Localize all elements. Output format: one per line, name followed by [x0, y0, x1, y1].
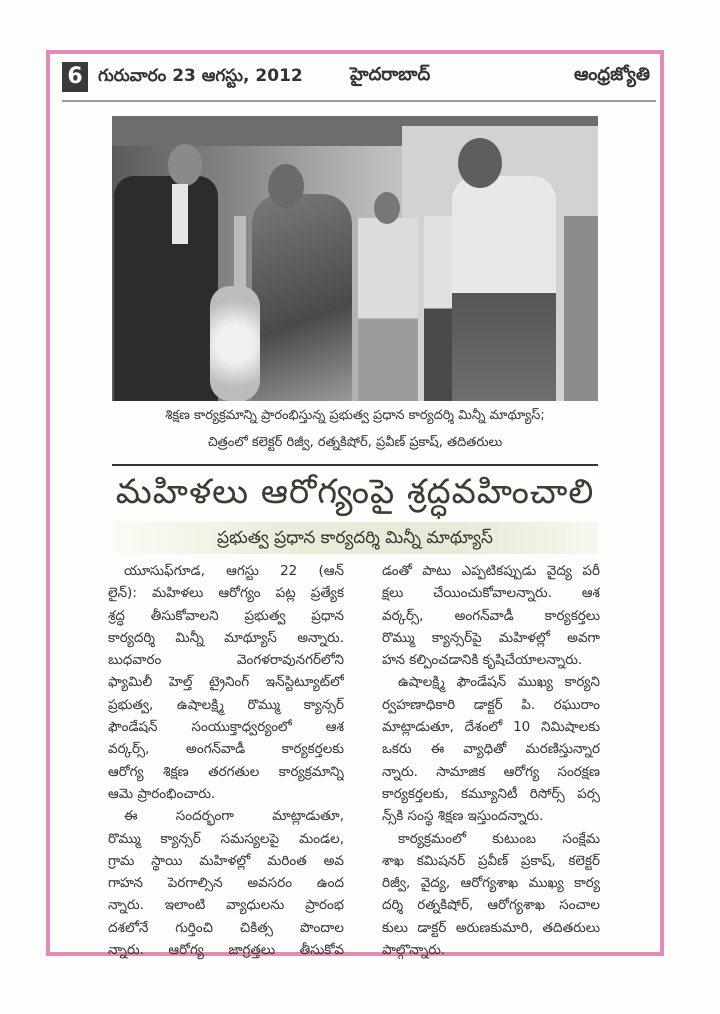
article-subheadline: ప్రభుత్వ ప్రధాన కార్యదర్శి మిన్నీ మాథ్యూస్ [112, 522, 598, 554]
text-line: కులు డాక్టర్ అరుణకుమారి, తదితరులు [382, 919, 600, 936]
text-line: బుధవారం వెంగళరావునగర్‌లోని [108, 652, 344, 669]
text-line: కార్యకర్తలకు, కమ్యూనిటీ రిసోర్స్ పర్స [382, 785, 600, 802]
newspaper-header [60, 60, 658, 96]
caption-line: చిత్రంలో కలెక్టర్ రిజ్వీ, రత్నకిషోర్, ప్రవీణ్ ప్రకాష్, తదితరులు [207, 435, 503, 450]
text-line: రిజ్వీ, వైద్య, ఆరోగ్యశాఖ ముఖ్య కార్య [382, 875, 600, 892]
text-line: క్షలు చేయించుకోవాలన్నారు. ఆశ [382, 585, 600, 602]
text-line: శ్రద్ధ తీసుకోవాలని ప్రభుత్వ ప్రధాన [108, 607, 344, 624]
page-number: 6 [62, 62, 88, 92]
text-line: వర్కర్స్, అంగన్‌వాడీ కార్యకర్తలు [382, 607, 600, 624]
issue-date: గురువారం 23 ఆగస్టు, 2012 [98, 66, 303, 86]
text-line: హన కల్పించడానికి కృషిచేయాలన్నారు. [382, 652, 583, 669]
headline-divider [112, 464, 598, 466]
caption-line: శిక్షణ కార్యక్రమాన్ని ప్రారంభిస్తున్న ప్రభుత్వ ప్రధాన కార్యదర్శి మిన్నీ మాథ్యూస్; [165, 408, 545, 423]
text-line: కార్యదర్శి మిన్నీ మాథ్యూస్ అన్నారు. [108, 629, 344, 646]
header-divider [62, 100, 656, 102]
article-headline: మహిళలు ఆరోగ్యంపై శ్రద్ధవహించాలి [115, 472, 595, 512]
text-line: రొమ్ము క్యాన్సర్ సమస్యలపై మండల, [108, 830, 344, 847]
text-line: యూసుఫ్‌గూడ, ఆగస్టు 22 (ఆన్ [124, 563, 344, 579]
edition-city: హైదరాబాద్ [350, 64, 431, 85]
text-line: ఆరోగ్య శిక్షణ తరగతుల కార్యక్రమాన్ని [108, 763, 344, 780]
text-line: గ్రామ స్థాయి మహిళల్లో మరింత అవ [108, 852, 344, 869]
text-line: న్నారు. ఆరోగ్య జాగ్రత్తలు తీసుకోవ [108, 942, 344, 959]
text-line: మాట్లాడుతూ, దేశంలో 10 నిమిషాలకు [382, 719, 600, 736]
text-line: న్స్‌కి సంస్థ శిక్షణ ఇస్తుందన్నారు. [382, 808, 544, 825]
person-suit [114, 176, 218, 401]
news-photo [112, 116, 598, 401]
newspaper-logo: ఆంధ్రజ్యోతి [573, 64, 650, 85]
text-line: రొమ్ము క్యాన్సర్‌పై మహిళల్లో అవగా [382, 629, 600, 646]
text-line: డంతో పాటు ఎప్పటికప్పుడు వైద్య పరీ [382, 563, 600, 579]
text-line: వర్కర్స్, అంగన్‌వాడీ కార్యకర్తలకు [108, 741, 344, 758]
article-column-left [108, 560, 344, 961]
person-standing [358, 218, 418, 401]
article-column-right [382, 560, 600, 961]
person-saree [252, 194, 352, 401]
text-line: శాఖ కమిషనర్ ప్రవీణ్ ప్రకాష్, కలెక్టర్ [382, 852, 600, 869]
text-line: ఒకరు ఈ వ్యాధితో మరణిస్తున్నార [382, 741, 600, 758]
text-line: ఫ్యామిలీ హెల్త్ ట్రైనింగ్ ఇన్‌స్టిట్యూట్‌లో [108, 674, 344, 691]
text-line: న్నారు. ఇలాంటి వ్యాధులను ప్రారంభ [108, 897, 344, 914]
text-line: లైన్): మహిళలు ఆరోగ్యం పట్ల ప్రత్యేక [108, 585, 344, 602]
text-line: ఉషాలక్ష్మి ఫౌండేషన్ ముఖ్య కార్యని [398, 674, 600, 691]
text-line: ఫౌండేషన్ సంయుక్తాధ్వర్యంలో ఆశ [108, 719, 344, 736]
text-line: గాహన పెరగాల్సిన అవసరం ఉంద [108, 875, 344, 892]
text-line: దశలోనే గుర్తించి చికిత్స పొందాల [108, 919, 344, 936]
text-line: కార్యక్రమంలో కుటుంబ సంక్షేమ [398, 830, 600, 847]
text-line: పాల్గొన్నారు. [382, 942, 446, 959]
text-line: ఆమె ప్రారంభించారు. [108, 785, 216, 802]
text-line: ప్రభుత్వ, ఉషాలక్ష్మి రొమ్ము క్యాన్సర్ [108, 696, 344, 713]
person-clapping [452, 176, 556, 401]
text-line: న్నారు. సామాజిక ఆరోగ్య సంరక్షణ [382, 763, 600, 780]
text-line: ర్వహణాధికారి డాక్టర్ పి. రఘురాం [382, 696, 600, 713]
photo-caption [112, 402, 598, 456]
text-line: దర్శి రత్నకిషోర్, ఆరోగ్యశాఖ సంచాల [382, 897, 600, 914]
text-line: ఈ సందర్భంగా మాట్లాడుతూ, [124, 808, 344, 825]
